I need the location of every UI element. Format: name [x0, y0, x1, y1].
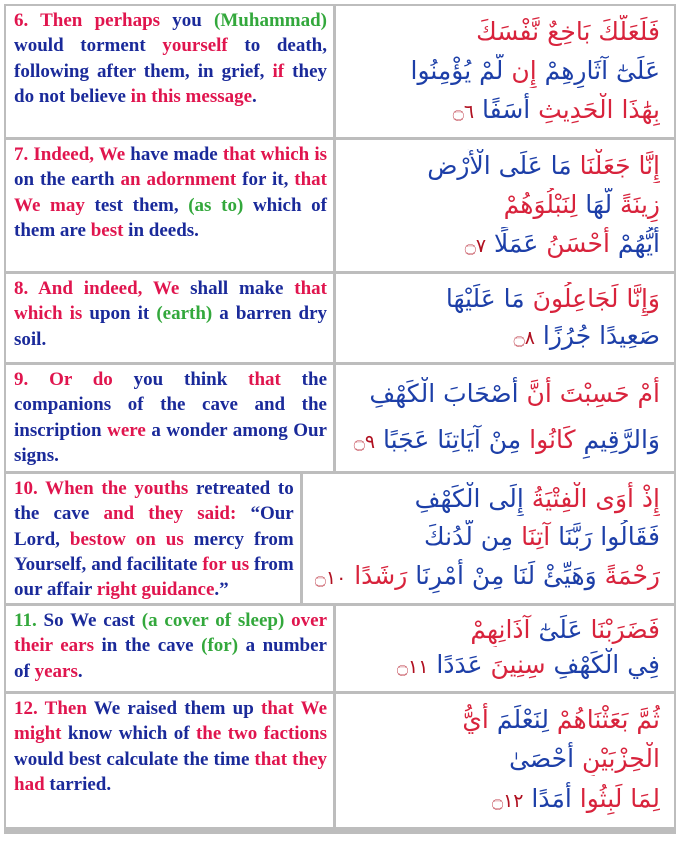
ayah-number-mark: ۝١١	[396, 656, 429, 679]
translation-text-segment: 9. Or do	[14, 369, 113, 390]
translation-text-segment: .”	[214, 579, 229, 601]
english-translation	[6, 274, 333, 362]
arabic-text-segment: أَحْسَنُ	[538, 228, 618, 258]
arabic-text-segment: عَدَدًا	[428, 650, 483, 680]
arabic-text-segment: الْفِتْيَةُ	[523, 484, 596, 514]
arabic-line	[348, 282, 660, 316]
verse-row-12	[6, 694, 674, 827]
arabic-text-segment: مِنْ أَمْرِنَا	[415, 560, 505, 590]
arabic-text-segment: فَضَرَبْنَا	[590, 614, 660, 644]
english-translation	[6, 140, 333, 271]
arabic-text-segment: مِن لَّدُنكَ	[424, 522, 514, 552]
arabic-text-segment: آذَانِهِمْ	[470, 614, 531, 644]
translation-text-segment: in deeds.	[123, 219, 199, 241]
arabic-line	[348, 188, 660, 222]
ayah-number-mark: ۝٩	[353, 431, 376, 453]
translation-text-segment: (for)	[201, 635, 239, 657]
verse-row-8	[6, 274, 674, 362]
arabic-text-segment: أَصْحَابَ الْكَهْفِ	[369, 379, 519, 408]
translation-text-segment: yourself	[162, 35, 228, 57]
arabic-text-segment: فِي الْكَهْفِ	[553, 650, 660, 680]
translation-text-segment: .	[77, 660, 83, 682]
translation-text-segment: which of them are	[14, 194, 327, 241]
english-translation	[6, 365, 333, 471]
arabic-text-segment: صَعِيدًا جُرُزًا	[534, 320, 660, 350]
translation-text-segment: We raised them up	[86, 698, 261, 719]
arabic-text-segment: أَمَدًا	[523, 784, 580, 814]
translation-text-segment: 11.	[14, 610, 37, 631]
arabic-text-segment: أَحْصَىٰ	[509, 744, 582, 774]
verse-row-10	[6, 474, 674, 603]
arabic-text-segment: سِنِينَ	[482, 650, 554, 680]
translation-text-segment: and they said:	[103, 503, 237, 525]
translation-text-segment: best	[90, 219, 124, 241]
verse-row-6	[6, 6, 674, 137]
arabic-line	[315, 520, 660, 554]
translation-text-segment: (earth)	[156, 303, 213, 325]
arabic-verse	[336, 365, 674, 471]
translation-text-segment: to death, following after them, in grief,	[14, 35, 327, 82]
translation-text-segment: So We cast	[36, 610, 142, 631]
arabic-line	[348, 703, 660, 737]
translation-text-segment: 10. When the youths	[14, 478, 189, 499]
translation-text-segment: shall make	[179, 278, 295, 299]
ayah-number-mark: ۝١٢	[491, 790, 524, 813]
translation-text-segment: that We may	[14, 169, 328, 216]
arabic-text-segment: عَلَىٰٓ آثَارِهِمْ	[544, 55, 660, 85]
arabic-text-segment: زِينَةً	[620, 189, 660, 219]
translation-text-segment: over their ears	[14, 610, 328, 657]
arabic-verse	[336, 694, 674, 827]
translation-text-segment: you	[160, 10, 215, 31]
arabic-line	[348, 319, 660, 355]
verse-row-7	[6, 140, 674, 271]
arabic-text-segment: لَّهَا	[577, 189, 621, 219]
arabic-text-segment: كَانُوا	[521, 425, 584, 454]
arabic-text-segment: عَمَلًا	[486, 228, 539, 258]
arabic-text-segment: إِن	[503, 55, 545, 85]
translation-text-segment: an adornment	[120, 169, 237, 191]
arabic-text-segment: لَّمْ يُؤْمِنُوا	[410, 55, 504, 85]
arabic-text-segment: فَقَالُوا رَبَّنَا	[558, 522, 660, 552]
translation-text-segment: for it,	[236, 169, 295, 191]
arabic-text-segment: فَلَعَلَّكَ بَاخِعٌ نَّفْسَكَ	[476, 16, 660, 46]
arabic-line	[348, 648, 660, 684]
translation-text-segment: the two factions	[195, 723, 328, 745]
arabic-text-segment: إِلَى الْكَهْفِ	[414, 484, 524, 514]
translation-text-segment: 6.	[14, 10, 29, 31]
verse-table	[4, 4, 676, 834]
translation-text-segment: have made	[125, 144, 223, 165]
translation-text-segment: “Our Lord,	[14, 503, 294, 550]
arabic-text-segment: ثُمَّ بَعَثْنَاهُمْ	[556, 704, 660, 734]
ayah-number-mark: ۝٦	[452, 100, 475, 123]
translation-text-segment: were	[107, 419, 146, 441]
translation-text-segment: if	[272, 60, 285, 82]
ayah-number-mark: ۝٧	[464, 234, 487, 257]
arabic-text-segment: مَا	[542, 150, 580, 180]
arabic-line	[348, 54, 660, 88]
translation-text-segment: that	[248, 369, 281, 390]
translation-text-segment: (as to)	[188, 194, 244, 216]
arabic-line	[348, 377, 660, 411]
translation-text-segment: in the cave	[101, 635, 202, 657]
arabic-verse	[336, 140, 674, 271]
arabic-text-segment: مَا عَلَيْهَا	[445, 283, 533, 313]
translation-text-segment: a wonder among Our signs.	[14, 419, 327, 466]
translation-text-segment: the companions of the cave and the inscription	[14, 369, 327, 441]
arabic-line	[348, 227, 660, 263]
translation-text-segment: they do not believe	[14, 60, 327, 107]
ayah-number-mark: ۝١٠	[314, 566, 347, 589]
translation-text-segment: retreated to the cave	[14, 478, 294, 525]
translation-text-segment: for us	[202, 553, 250, 575]
arabic-text-segment: إِنَّا جَعَلْنَا	[579, 150, 660, 180]
translation-text-segment: right guidance	[96, 579, 215, 601]
verse-row-11	[6, 606, 674, 691]
arabic-text-segment: أَمْ حَسِبْتَ	[559, 379, 660, 408]
arabic-text-segment: مِنْ آيَاتِنَا عَجَبًا	[375, 425, 522, 454]
translation-text-segment: on the earth	[14, 169, 121, 191]
arabic-text-segment: أَيُّهُمْ	[617, 228, 660, 258]
translation-text-segment: know which of	[61, 723, 196, 745]
translation-text-segment: would torment	[14, 35, 163, 57]
translation-text-segment: years	[34, 660, 78, 682]
arabic-text-segment: وَإِنَّا لَجَاعِلُونَ	[532, 283, 660, 313]
arabic-text-segment: وَالرَّقِيمِ	[583, 425, 660, 454]
arabic-line	[348, 93, 660, 129]
translation-text-segment: 12. Then	[14, 698, 87, 719]
arabic-text-segment: رَحْمَةً	[604, 560, 660, 590]
translation-text-segment: that which is	[14, 278, 327, 325]
translation-text-segment: that which is	[222, 144, 327, 165]
english-translation	[6, 6, 333, 137]
translation-text-segment: you think	[112, 369, 249, 390]
translation-text-segment: .	[252, 85, 257, 107]
english-translation	[6, 606, 333, 691]
translation-text-segment: (a cover of sleep)	[141, 610, 285, 631]
translation-text-segment: 7. Indeed, We	[14, 144, 126, 165]
translation-text-segment: bestow on us	[69, 528, 184, 550]
arabic-text-segment: بِهَٰذَا الْحَدِيثِ	[538, 94, 660, 124]
arabic-text-segment: وَهَيِّئْ لَنَا	[504, 560, 605, 590]
translation-text-segment: that they had	[14, 748, 327, 795]
arabic-text-segment: أَسَفًا	[474, 94, 539, 124]
arabic-verse	[303, 474, 674, 603]
arabic-text-segment: لِمَا لَبِثُوا	[579, 784, 660, 814]
arabic-text-segment: آتِنَا	[513, 522, 559, 552]
arabic-line	[348, 149, 660, 183]
arabic-text-segment: لِنَعْلَمَ	[488, 704, 557, 734]
arabic-verse	[336, 274, 674, 362]
translation-text-segment: in this message	[130, 85, 253, 107]
arabic-line	[315, 482, 660, 516]
arabic-text-segment: الْحِزْبَيْنِ	[581, 744, 660, 774]
arabic-text-segment: أَنَّ	[518, 379, 560, 408]
arabic-text-segment: لِنَبْلُوَهُمْ	[503, 189, 578, 219]
arabic-text-segment: عَلَىٰٓ	[530, 614, 591, 644]
translation-text-segment: would best calculate the time	[14, 748, 255, 770]
arabic-verse	[336, 6, 674, 137]
translation-text-segment: 8. And indeed, We	[14, 278, 180, 299]
arabic-verse	[336, 606, 674, 691]
translation-text-segment: mercy from Yourself, and facilitate	[14, 528, 294, 575]
arabic-line	[348, 613, 660, 647]
english-translation	[6, 694, 333, 827]
translation-text-segment: Then perhaps	[28, 10, 161, 31]
translation-text-segment: from our affair	[14, 553, 294, 601]
arabic-line	[348, 742, 660, 776]
translation-text-segment: test them,	[84, 194, 189, 216]
verse-row-9	[6, 365, 674, 471]
arabic-line	[348, 423, 660, 459]
english-translation	[6, 474, 300, 603]
translation-text-segment: (Muhammad)	[214, 10, 327, 31]
translation-text-segment: a number of	[14, 635, 327, 682]
arabic-text-segment: أَيُّ	[462, 704, 489, 734]
arabic-line	[348, 15, 660, 49]
arabic-text-segment: إِذْ أَوَى	[595, 484, 660, 514]
arabic-line	[315, 559, 660, 595]
translation-text-segment: upon it	[82, 303, 157, 325]
translation-text-segment: that We might	[14, 698, 327, 745]
ayah-number-mark: ۝٨	[513, 326, 535, 349]
arabic-text-segment: عَلَى الْأَرْضِ	[427, 150, 543, 180]
translation-text-segment: a barren dry soil.	[14, 303, 328, 350]
arabic-text-segment: رَشَدًا	[346, 560, 416, 590]
translation-text-segment: tarried.	[44, 773, 112, 795]
arabic-line	[348, 782, 660, 818]
